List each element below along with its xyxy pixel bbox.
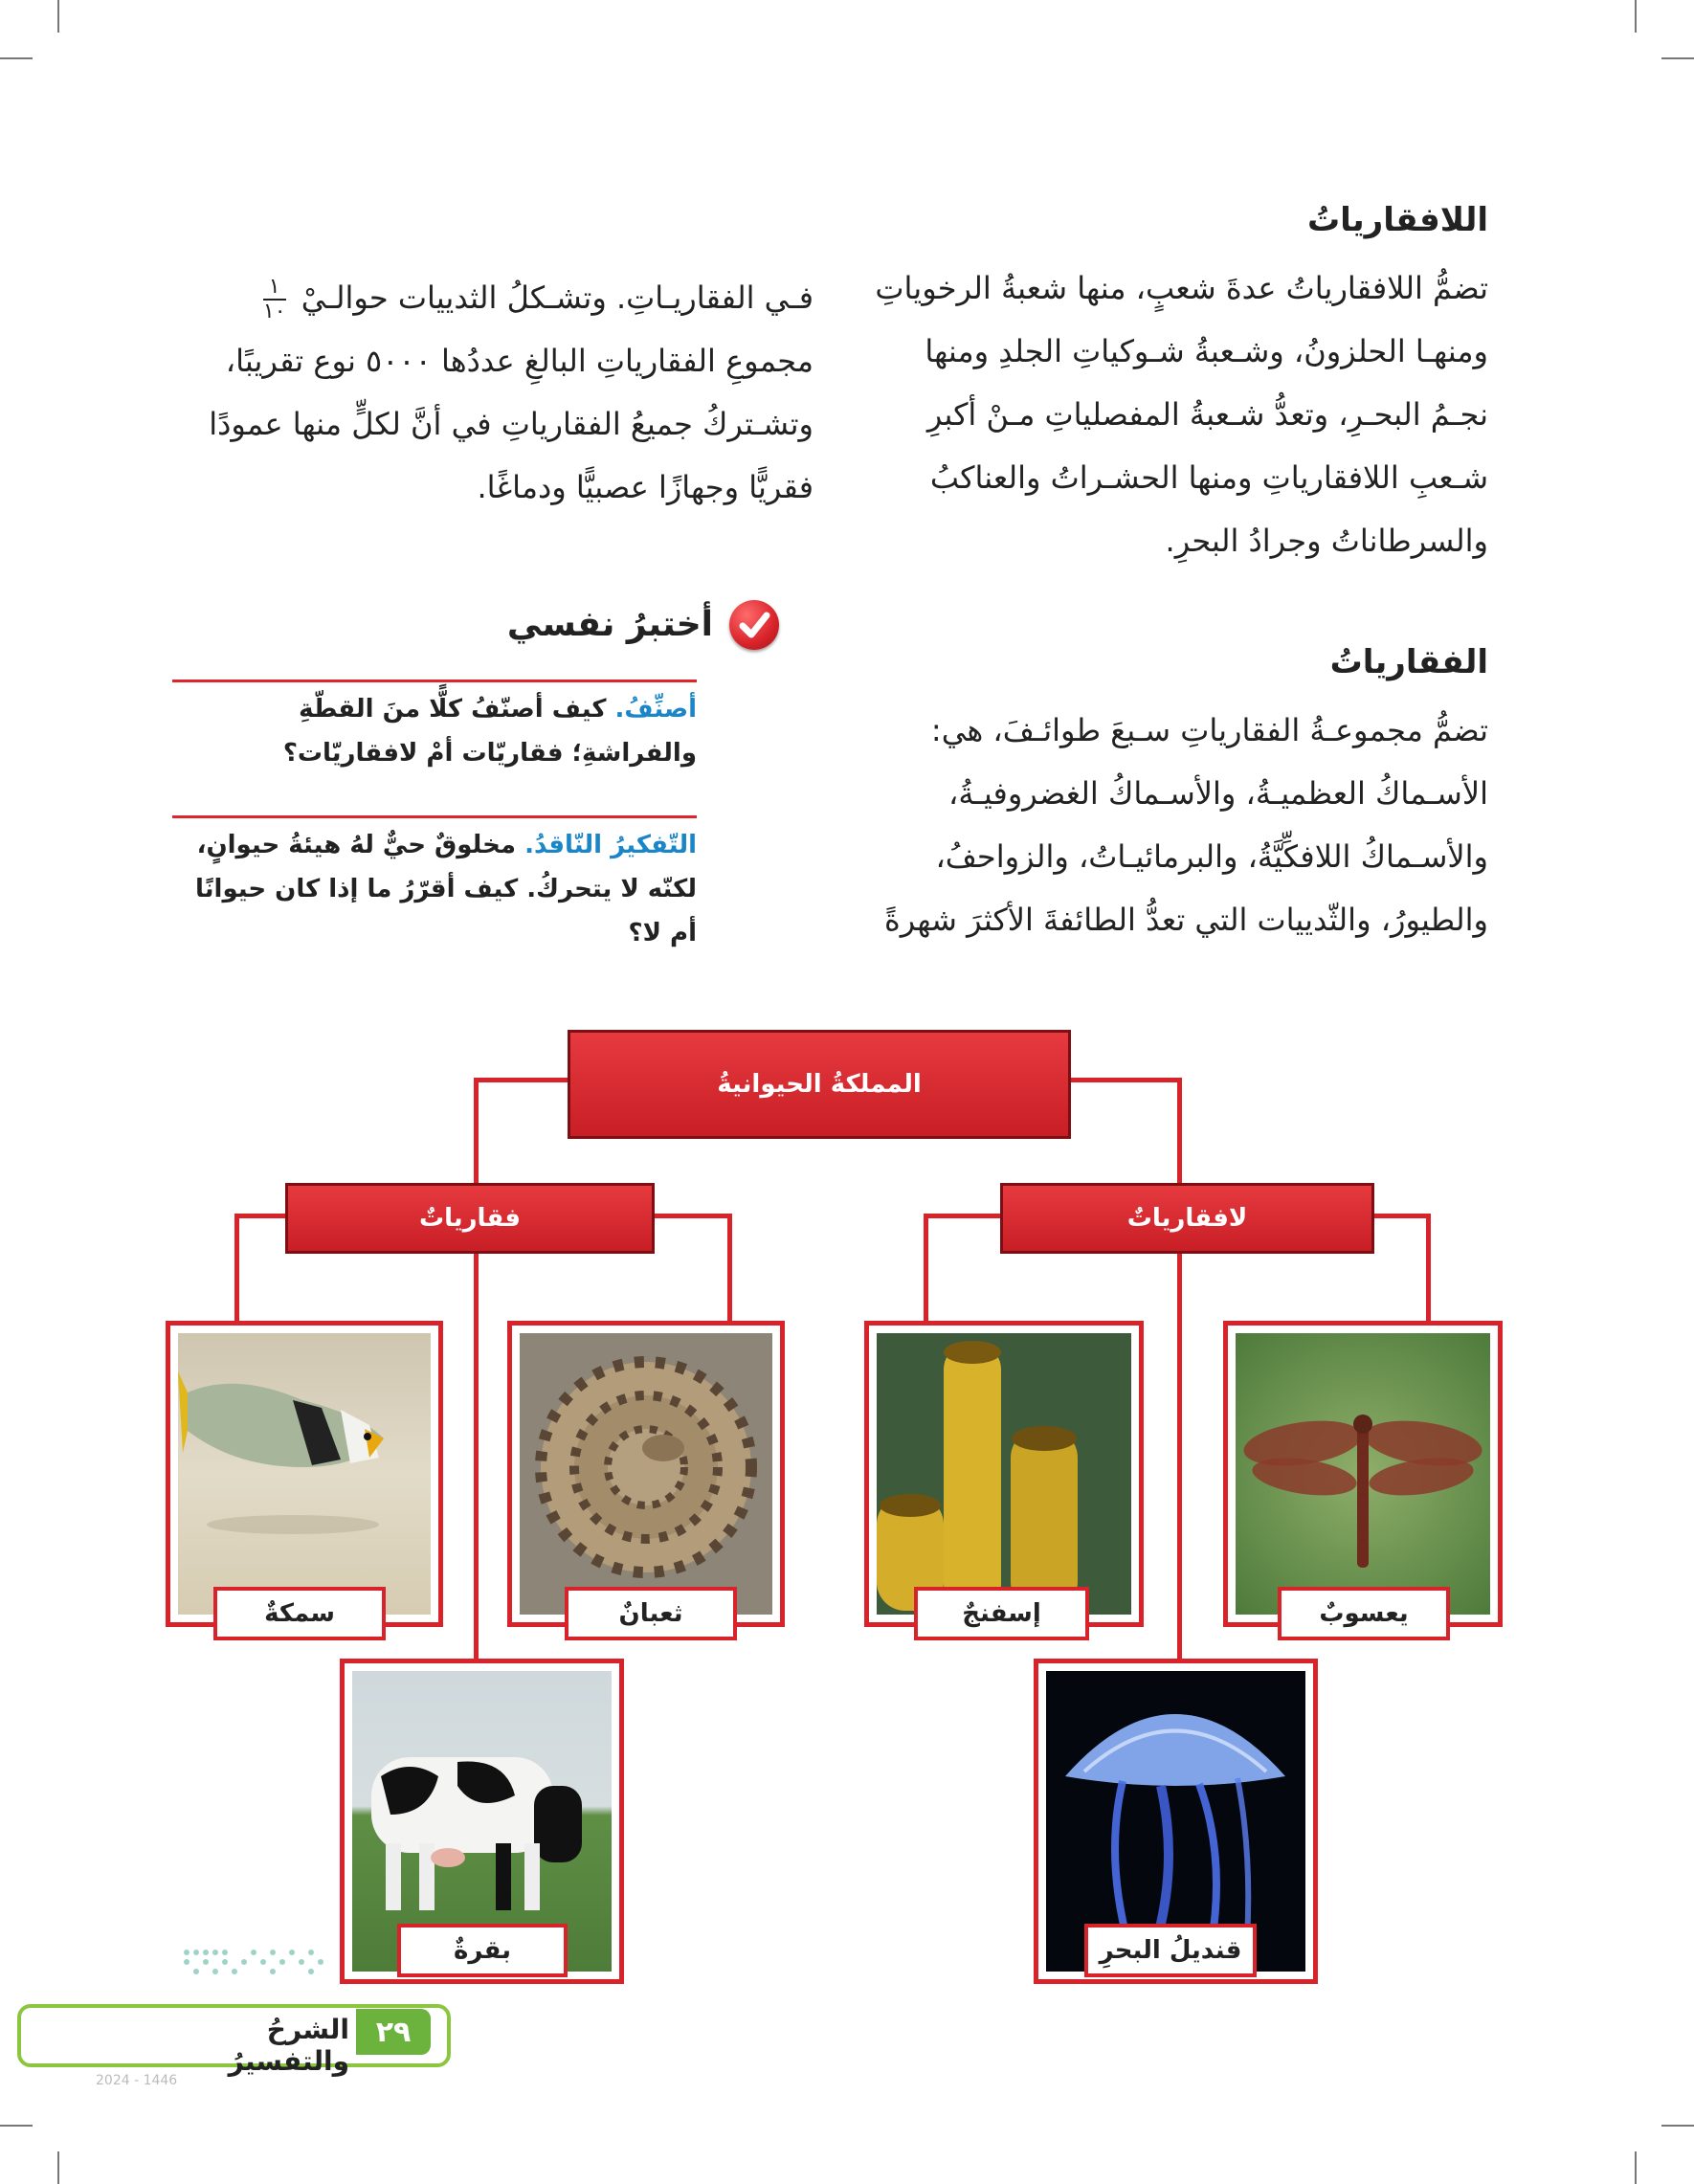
connector: [1177, 1244, 1182, 1670]
ministry-logo: [177, 1943, 340, 1981]
invertebrates-heading: اللافقارياتُ: [1306, 201, 1488, 239]
vertebrates-box: فقارياتٌ: [285, 1183, 655, 1254]
vertebrates-continuation: [172, 266, 814, 519]
dragonfly-caption: يعسوبٌ: [1278, 1587, 1450, 1640]
crop-mark: [0, 57, 33, 59]
para-line: مجموعِ الفقارياتِ البالغِ عددُها ٥٠٠٠ نوع تقريبًا،: [225, 343, 814, 379]
para-line: الأسـماكُ العظميـةُ، والأسـماكُ الغضروفيـةُ،: [948, 775, 1488, 812]
page-number: ٢٩: [356, 2009, 431, 2055]
connector: [727, 1214, 732, 1328]
section-label: الشرحُ والتفسيرُ: [228, 2014, 349, 2077]
crop-mark: [1635, 2151, 1637, 2184]
question-classify: أصنِّفُ. كيف أصنّفُ كلًّا منَ القطّةِ والفراشةِ؛ فقاريّات أمْ لافقاريّات؟: [282, 695, 697, 768]
invertebrates-box: لافقارياتٌ: [1000, 1183, 1374, 1254]
fish-icon: [178, 1333, 431, 1615]
animal-kingdom-box: المملكةُ الحيوانيةُ: [568, 1030, 1071, 1139]
para-line: والأسـماكُ اللافكِّيَّةُ، والبرمائيـاتُ، والزواحفُ،: [935, 838, 1488, 875]
para-line: وتشـتركُ جميعُ الفقارياتِ في أنَّ لكلٍّ منها عمودًا: [209, 406, 814, 442]
cow-caption: بقرةٌ: [397, 1924, 568, 1977]
connector: [234, 1214, 239, 1328]
crop-mark: [1661, 57, 1694, 59]
question-critical-thinking: التّفكيرُ النّاقدُ. مخلوقٌ حيٌّ لهُ هيئةُ حيوانٍ، لكنّه لا يتحركُ. كيف أقرّرُ ما إذا كان حيوانًا أم لا؟: [195, 831, 697, 947]
para-line: والطيورُ، والثّدييات التي تعدُّ الطائفةَ الأكثرَ شهرةً: [884, 902, 1488, 938]
crop-mark: [0, 2125, 33, 2127]
self-test-title: أختبرُ نفسي: [506, 605, 713, 644]
crop-mark: [1661, 2125, 1694, 2127]
para-line: تضمُّ اللافقارياتُ عدةَ شعبٍ، منها شعبةُ الرخوياتِ: [875, 270, 1488, 306]
vertebrates-heading: الفقارياتُ: [1329, 643, 1488, 681]
dragonfly-photo: [1223, 1321, 1503, 1627]
dragonfly-icon: [1236, 1333, 1490, 1615]
para-line: شـعبِ اللافقارياتِ ومنها الحشـراتُ والعناكبُ: [929, 459, 1488, 496]
connector: [474, 1078, 479, 1192]
snake-icon: [520, 1333, 772, 1615]
invertebrates-paragraph: [847, 256, 1488, 572]
para-line: فـي الفقاريـاتِ. وتشـكلُ الثدييات حوالـيْ ١ ١٠: [262, 275, 814, 323]
crop-mark: [1635, 0, 1637, 33]
ministry-year: 2024 - 1446: [96, 2073, 178, 2088]
para-line: ومنهـا الحلزونُ، وشـعبةُ شـوكياتِ الجلدِ ومنها: [925, 333, 1488, 369]
connector: [1426, 1214, 1431, 1328]
crop-mark: [57, 2151, 59, 2184]
divider: [172, 815, 697, 818]
connector: [474, 1244, 479, 1670]
checkmark-icon: [729, 600, 779, 650]
sponge-icon: [877, 1333, 1131, 1615]
divider: [172, 680, 697, 682]
para-line: تضمُّ مجموعـةُ الفقارياتِ سـبعَ طوائـفَ، هي:: [930, 712, 1488, 748]
fish-photo: [166, 1321, 443, 1627]
jellyfish-caption: قنديلُ البحرِ: [1084, 1924, 1257, 1977]
para-line: فقريًّا وجهازًا عصبيًّا ودماغًا.: [477, 469, 814, 505]
vertebrates-paragraph: [847, 699, 1488, 951]
fish-caption: سمكةٌ: [213, 1587, 386, 1640]
sponge-photo: [864, 1321, 1144, 1627]
crop-mark: [57, 0, 59, 33]
snake-photo: [507, 1321, 785, 1627]
snake-caption: ثعبانٌ: [565, 1587, 737, 1640]
connector: [924, 1214, 928, 1328]
fraction: ١ ١٠: [262, 275, 286, 323]
connector: [1177, 1078, 1182, 1192]
para-line: والسرطاناتُ وجرادُ البحرِ.: [1165, 523, 1488, 559]
para-line: نجـمُ البحـرِ، وتعدُّ شـعبةُ المفصلياتِ مـنْ أكبرِ: [926, 396, 1488, 433]
sponge-caption: إسفنجٌ: [914, 1587, 1089, 1640]
